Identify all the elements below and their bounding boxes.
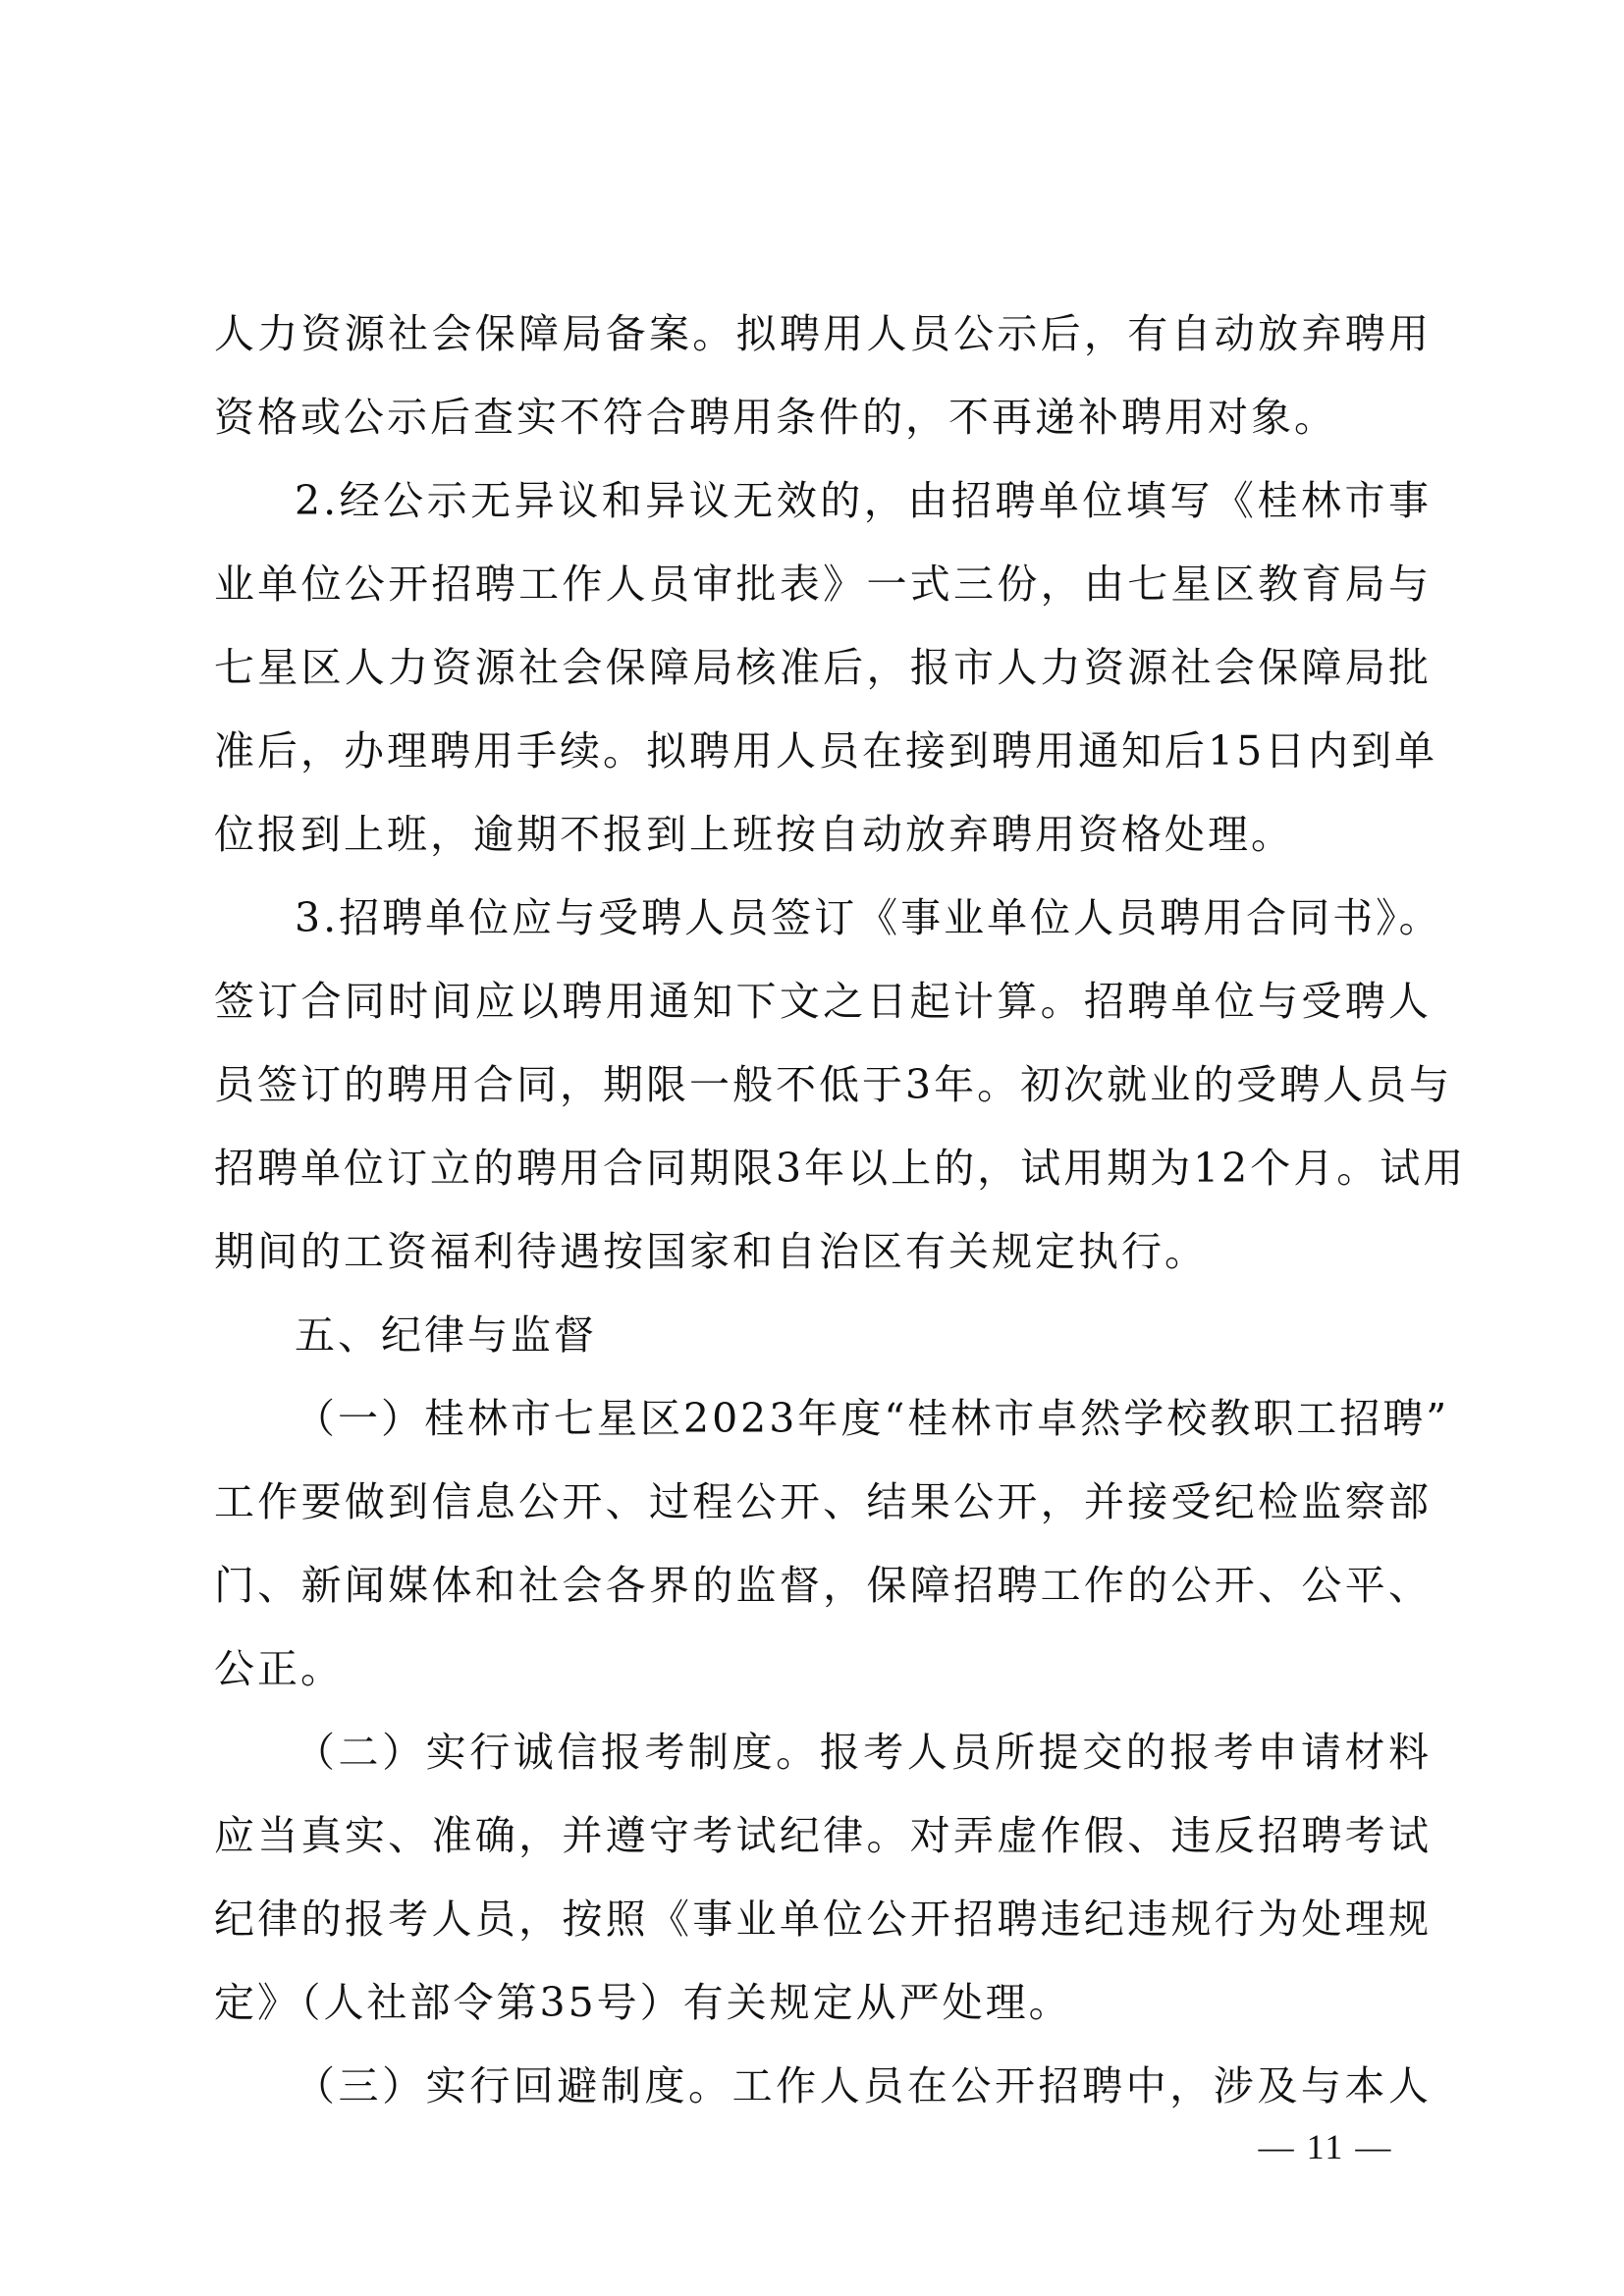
body-text-line: 七星区人力资源社会保障局核准后，报市人力资源社会保障局批 <box>214 644 1432 691</box>
section-heading: 五、纪律与监督 <box>295 1311 597 1359</box>
body-text-line: 准后，办理聘用手续。拟聘用人员在接到聘用通知后15日内到单 <box>214 727 1438 774</box>
body-text-line: 3.招聘单位应与受聘人员签订《事业单位人员聘用合同书》。 <box>295 894 1442 941</box>
body-text-line: 期间的工资福利待遇按国家和自治区有关规定执行。 <box>214 1228 1208 1275</box>
body-text-line: 位报到上班，逾期不报到上班按自动放弃聘用资格处理。 <box>214 811 1294 858</box>
body-text-line: （二）实行诚信报考制度。报考人员所提交的报考申请材料 <box>295 1729 1432 1776</box>
body-text-line: 纪律的报考人员，按照《事业单位公开招聘违纪违规行为处理规 <box>214 1896 1432 1943</box>
body-text-line: 签订合同时间应以聘用通知下文之日起计算。招聘单位与受聘人 <box>214 978 1432 1025</box>
body-text-line: 定》（人社部令第35号）有关规定从严处理。 <box>214 1979 1072 2026</box>
body-text-line: 应当真实、准确，并遵守考试纪律。对弄虚作假、违反招聘考试 <box>214 1812 1432 1859</box>
body-text-line: 招聘单位订立的聘用合同期限3年以上的，试用期为12个月。试用 <box>214 1145 1467 1192</box>
body-text-line: 人力资源社会保障局备案。拟聘用人员公示后，有自动放弃聘用 <box>214 310 1432 357</box>
body-text-line: 业单位公开招聘工作人员审批表》一式三份，由七星区教育局与 <box>214 561 1432 608</box>
body-text-line: 2.经公示无异议和异议无效的，由招聘单位填写《桂林市事 <box>295 477 1432 524</box>
body-text-line: 资格或公示后查实不符合聘用条件的，不再递补聘用对象。 <box>214 394 1337 441</box>
body-text-line: 门、新闻媒体和社会各界的监督，保障招聘工作的公开、公平、 <box>214 1562 1432 1609</box>
body-text-line: 员签订的聘用合同，期限一般不低于3年。初次就业的受聘人员与 <box>214 1061 1453 1108</box>
body-text-line: 工作要做到信息公开、过程公开、结果公开，并接受纪检监察部 <box>214 1478 1432 1525</box>
page-number: — 11 — <box>1258 2127 1393 2166</box>
body-text-line: （一）桂林市七星区2023年度“桂林市卓然学校教职工招聘” <box>295 1395 1450 1442</box>
body-text-line: 公正。 <box>214 1645 344 1692</box>
body-text-line: （三）实行回避制度。工作人员在公开招聘中，涉及与本人 <box>295 2062 1432 2109</box>
